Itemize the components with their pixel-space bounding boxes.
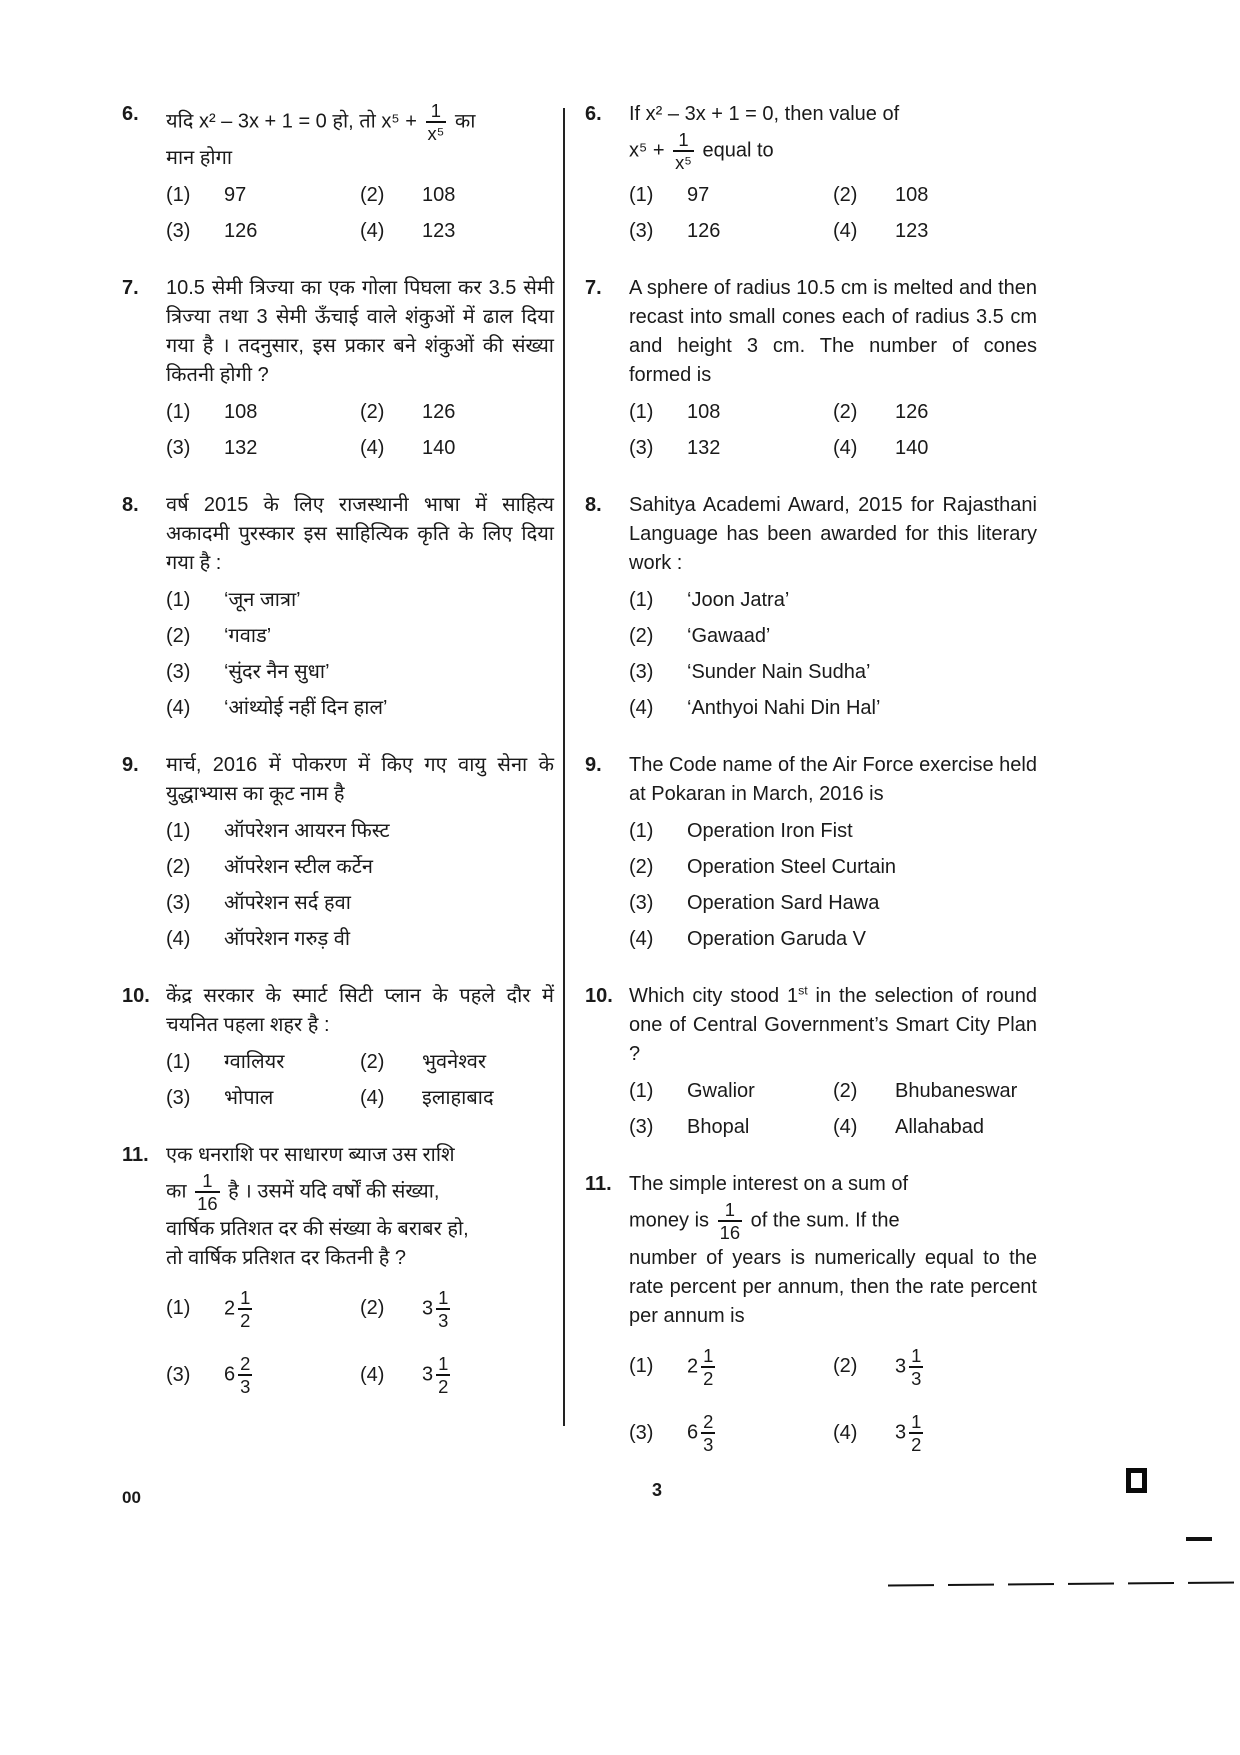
text-run: का (449, 110, 476, 133)
text-run: Operation Garuda V (687, 928, 866, 951)
text-run: Allahabad (895, 1116, 984, 1139)
text-run: Gwalior (687, 1080, 755, 1103)
fraction (909, 1345, 923, 1389)
question-item (122, 100, 554, 246)
option-label: (1) (166, 1297, 191, 1320)
options (629, 398, 1037, 463)
question-number: 7. (585, 277, 602, 300)
option-label: (2) (629, 625, 654, 648)
option-value (687, 181, 829, 210)
option-label: (3) (629, 892, 654, 915)
fraction-denominator: x⁵ (675, 152, 692, 174)
option-label: (3) (166, 437, 191, 460)
option-value (687, 1345, 829, 1389)
option-label: (2) (360, 1297, 385, 1320)
question-item (122, 491, 554, 723)
option-label: (1) (629, 1355, 654, 1378)
text-run: 126 (687, 220, 721, 243)
option-value (687, 694, 1037, 723)
option-value (224, 1287, 356, 1331)
option-value (224, 217, 356, 246)
text-run: ऑपरेशन आयरन फिस्ट (224, 820, 390, 843)
text-run: 3 (422, 1363, 434, 1386)
text-run: The simple interest on a sum of (629, 1173, 909, 1196)
option-label: (1) (166, 184, 191, 207)
option-label: (2) (833, 184, 858, 207)
fraction (195, 1170, 219, 1214)
fraction (718, 1199, 742, 1243)
text-run: 3 (422, 1297, 434, 1320)
option-label: (2) (833, 1080, 858, 1103)
text-run: 3 (895, 1421, 907, 1444)
text-run: 108 (687, 401, 721, 424)
option-value (895, 434, 1037, 463)
option-label: (4) (833, 437, 858, 460)
option-label: (3) (166, 220, 191, 243)
option-value (224, 817, 554, 846)
footer-code: 00 (122, 1488, 141, 1507)
question-number: 7. (122, 277, 139, 300)
text-run: 97 (687, 184, 710, 207)
text-run: of the sum. If the (745, 1209, 900, 1232)
option-label: (2) (360, 401, 385, 424)
text-run: 140 (422, 437, 456, 460)
option-label: (4) (833, 220, 858, 243)
text-run: x⁵ + (629, 139, 671, 162)
option-label: (1) (166, 1051, 191, 1074)
fraction-numerator: 1 (430, 100, 442, 121)
fraction (436, 1287, 450, 1331)
options (166, 586, 554, 723)
text-run: ‘जून जात्रा’ (224, 589, 301, 612)
text-run: 123 (422, 220, 456, 243)
text-run: ऑपरेशन सर्द हवा (224, 892, 351, 915)
option-value (422, 217, 554, 246)
option-label: (3) (629, 1116, 654, 1139)
fraction-denominator: 16 (197, 1193, 218, 1215)
fraction-numerator: 1 (724, 1199, 735, 1221)
option-label: (3) (629, 1421, 654, 1444)
question-body (166, 491, 554, 723)
question-stem (166, 982, 554, 1040)
option-label: (2) (166, 625, 191, 648)
text-run: 2 (687, 1355, 699, 1378)
question-body (629, 982, 1037, 1142)
option-value (895, 1077, 1037, 1106)
question-stem (629, 274, 1037, 390)
fraction (238, 1353, 252, 1397)
fraction-denominator: 16 (719, 1222, 741, 1244)
text-run: ‘Sunder Nain Sudha’ (687, 661, 871, 684)
question-item (585, 982, 1037, 1142)
option-label: (2) (833, 401, 858, 424)
text-run: Operation Iron Fist (687, 820, 853, 843)
text-run: ‘सुंदर नैन सुधा’ (224, 661, 330, 684)
option-value (687, 658, 1037, 687)
text-run: Bhopal (687, 1116, 750, 1139)
option-label: (1) (629, 589, 654, 612)
option-value (895, 1411, 1037, 1455)
question-body (166, 751, 554, 954)
text-run: ग्वालियर (224, 1051, 285, 1074)
option-value (224, 925, 554, 954)
fraction (436, 1353, 450, 1397)
question-number: 10. (122, 985, 150, 1008)
text-run: मार्च, 2016 में पोकरण में किए गए वायु सेना के युद्धाभ्यास का कूट नाम है (166, 754, 554, 806)
question-item (585, 751, 1037, 954)
option-label: (3) (166, 1363, 191, 1386)
fraction (238, 1287, 252, 1331)
options (166, 1048, 554, 1113)
option-value (687, 853, 1037, 882)
question-number: 9. (585, 754, 602, 777)
option-label: (1) (166, 589, 191, 612)
question-number: 11. (122, 1144, 149, 1167)
option-value (224, 398, 356, 427)
fraction-denominator: 3 (703, 1434, 714, 1456)
option-label: (2) (166, 856, 191, 879)
text-run: मान होगा (166, 147, 233, 170)
scan-dashed-line-icon (888, 1581, 1240, 1586)
fraction-numerator: 1 (438, 1352, 449, 1374)
fraction-denominator: 2 (438, 1376, 449, 1398)
column-hindi (122, 100, 554, 1425)
text-run: 126 (224, 220, 258, 243)
text-run: एक धनराशि पर साधारण ब्याज उस राशि (166, 1144, 455, 1167)
options (166, 398, 554, 463)
question-body (629, 751, 1037, 954)
fraction-denominator: 3 (438, 1309, 449, 1331)
options (629, 1345, 1037, 1456)
text-run: equal to (696, 139, 774, 162)
text-run: ‘आंथ्योई नहीं दिन हाल’ (224, 697, 388, 720)
question-number: 8. (122, 494, 139, 517)
option-label: (4) (166, 697, 191, 720)
option-value (224, 658, 554, 687)
option-value (422, 1353, 554, 1397)
options (166, 181, 554, 246)
text-run: 108 (422, 184, 456, 207)
text-run: A sphere of radius 10.5 cm is melted and then recast into small cones each of radius 3.5 cm and height 3 cm. The number of cones formed is (629, 277, 1037, 387)
fraction (673, 129, 694, 173)
question-number: 8. (585, 494, 602, 517)
option-value (224, 586, 554, 615)
question-stem (166, 274, 554, 390)
option-value (422, 1048, 554, 1077)
question-body (166, 982, 554, 1113)
option-label: (2) (360, 184, 385, 207)
text-run: 140 (895, 437, 929, 460)
option-label: (3) (166, 661, 191, 684)
option-value (687, 622, 1037, 651)
text-run: Which city stood 1 (629, 985, 799, 1008)
corner-square-icon (1126, 1468, 1147, 1493)
text-run: केंद्र सरकार के स्मार्ट सिटी प्लान के पहले दौर में चयनित पहला शहर है : (166, 985, 554, 1037)
fraction (701, 1411, 715, 1455)
question-body (166, 1141, 554, 1397)
option-label: (4) (360, 437, 385, 460)
option-label: (2) (629, 856, 654, 879)
option-value (224, 1353, 356, 1397)
option-label: (4) (360, 1087, 385, 1110)
question-stem (629, 100, 1037, 173)
option-label: (1) (629, 401, 654, 424)
option-value (687, 434, 829, 463)
option-label: (4) (629, 697, 654, 720)
question-number: 6. (585, 103, 602, 125)
option-value (687, 1077, 829, 1106)
column-divider (563, 108, 565, 1426)
question-number: 11. (585, 1173, 612, 1196)
option-value (687, 586, 1037, 615)
text-run: 2 (224, 1297, 236, 1320)
options (166, 1287, 554, 1398)
fraction (909, 1411, 923, 1455)
fraction-numerator: 1 (240, 1286, 251, 1308)
option-label: (1) (166, 401, 191, 424)
text-run: यदि x² – 3x + 1 = 0 हो, तो x⁵ + (166, 110, 423, 133)
options (629, 817, 1037, 954)
option-label: (3) (629, 437, 654, 460)
option-label: (4) (833, 1116, 858, 1139)
option-value (422, 1287, 554, 1331)
option-label: (4) (360, 1363, 385, 1386)
option-label: (1) (629, 820, 654, 843)
fraction (701, 1345, 715, 1389)
question-number: 10. (585, 985, 613, 1008)
option-value (895, 1113, 1037, 1142)
text-run: है । उसमें यदि वर्षों की संख्या, (222, 1180, 440, 1203)
question-stem (166, 491, 554, 578)
options (166, 817, 554, 954)
option-value (224, 434, 356, 463)
question-stem (166, 100, 554, 173)
fraction-denominator: 3 (911, 1367, 922, 1389)
scan-dash-icon (1186, 1537, 1212, 1541)
text-run: 126 (422, 401, 456, 424)
option-label: (3) (166, 1087, 191, 1110)
text-run: 6 (224, 1363, 236, 1386)
option-value (687, 398, 829, 427)
question-stem (629, 982, 1037, 1069)
text-run: 97 (224, 184, 247, 207)
question-number: 9. (122, 754, 139, 777)
options (629, 181, 1037, 246)
question-number: 6. (122, 103, 139, 125)
superscript: st (798, 983, 808, 998)
text-run: 108 (224, 401, 258, 424)
option-value (687, 817, 1037, 846)
option-label: (4) (629, 928, 654, 951)
text-run: If x² – 3x + 1 = 0, then value of (629, 103, 900, 125)
question-stem (629, 751, 1037, 809)
fraction-numerator: 2 (703, 1410, 714, 1432)
option-label: (3) (629, 220, 654, 243)
question-stem (629, 1170, 1037, 1330)
text-run: 108 (895, 184, 929, 207)
text-run: 6 (687, 1421, 699, 1444)
question-body (166, 100, 554, 246)
column-english (585, 100, 1037, 1483)
text-run: Operation Steel Curtain (687, 856, 897, 879)
option-value (895, 217, 1037, 246)
fraction-numerator: 1 (678, 129, 689, 150)
text-run: ‘गवाड’ (224, 625, 272, 648)
option-value (224, 622, 554, 651)
text-run: 126 (895, 401, 929, 424)
text-run: 132 (224, 437, 258, 460)
text-run: भुवनेश्वर (422, 1051, 487, 1074)
text-run: Sahitya Academi Award, 2015 for Rajasthani Language has been awarded for this literary work : (629, 494, 1037, 575)
fraction-numerator: 1 (202, 1170, 213, 1192)
fraction-denominator: 2 (911, 1434, 922, 1456)
text-run: वार्षिक प्रतिशत दर की संख्या के बराबर हो, (166, 1217, 469, 1240)
text-run: Operation Sard Hawa (687, 892, 880, 915)
options (629, 586, 1037, 723)
option-value (224, 694, 554, 723)
page-number: 3 (652, 1480, 663, 1500)
option-value (422, 398, 554, 427)
text-run: इलाहाबाद (422, 1087, 494, 1110)
fraction-denominator: 2 (240, 1309, 251, 1331)
option-label: (2) (360, 1051, 385, 1074)
option-label: (1) (629, 1080, 654, 1103)
fraction-numerator: 1 (911, 1344, 922, 1366)
option-label: (4) (833, 1421, 858, 1444)
option-value (687, 889, 1037, 918)
text-run: ऑपरेशन गरुड़ वी (224, 928, 351, 951)
option-label: (3) (166, 892, 191, 915)
fraction-numerator: 1 (911, 1410, 922, 1432)
question-body (629, 491, 1037, 723)
text-run: The Code name of the Air Force exercise held at Pokaran in March, 2016 is (629, 754, 1037, 806)
option-value (224, 853, 554, 882)
option-value (422, 1084, 554, 1113)
text-run: तो वार्षिक प्रतिशत दर कितनी है ? (166, 1246, 407, 1269)
text-run: वर्ष 2015 के लिए राजस्थानी भाषा में साहित्य अकादमी पुरस्कार इस साहित्यिक कृति के लिए दिया गया है : (166, 494, 554, 575)
option-value (422, 434, 554, 463)
option-value (687, 1411, 829, 1455)
text-run: 123 (895, 220, 929, 243)
question-item (585, 274, 1037, 463)
question-stem (629, 491, 1037, 578)
text-run: ‘Anthyoi Nahi Din Hal’ (687, 697, 881, 720)
question-stem (166, 1141, 554, 1272)
option-label: (4) (166, 928, 191, 951)
option-label: (4) (360, 220, 385, 243)
text-run: number of years is numerically equal to the rate percent per annum, then the rate percent per annum is (629, 1246, 1037, 1327)
question-item (122, 1141, 554, 1397)
text-run: ‘Joon Jatra’ (687, 589, 790, 612)
question-item (585, 100, 1037, 246)
option-value (224, 889, 554, 918)
option-value (687, 1113, 829, 1142)
fraction-denominator: 3 (240, 1376, 251, 1398)
text-run: 10.5 सेमी त्रिज्या का एक गोला पिघला कर 3.5 सेमी त्रिज्या तथा 3 सेमी ऊँचाई वाले शंकुओं में ढाल दिया गया है । तदनुसार, इस प्रकार बने शंकुओं की संख्या कितनी होगी ? (166, 277, 554, 387)
question-body (166, 274, 554, 463)
text-run: Bhubaneswar (895, 1080, 1018, 1103)
text-run: money is (629, 1209, 715, 1232)
text-run: 132 (687, 437, 721, 460)
fraction-numerator: 2 (240, 1352, 251, 1374)
option-value (422, 181, 554, 210)
text-run: in the selection of round one of Central Government’s Smart City Plan ? (629, 985, 1037, 1066)
option-value (687, 925, 1037, 954)
option-label: (1) (629, 184, 654, 207)
option-value (224, 181, 356, 210)
fraction-numerator: 1 (438, 1286, 449, 1308)
question-item (585, 1170, 1037, 1455)
fraction-denominator: 2 (703, 1367, 714, 1389)
text-run: 3 (895, 1355, 907, 1378)
question-body (629, 100, 1037, 246)
fraction (426, 100, 447, 144)
fraction-numerator: 1 (703, 1344, 714, 1366)
option-value (895, 398, 1037, 427)
option-label: (1) (166, 820, 191, 843)
text-run: ऑपरेशन स्टील कर्टेन (224, 856, 373, 879)
question-item (122, 982, 554, 1113)
option-value (224, 1048, 356, 1077)
question-body (629, 274, 1037, 463)
question-item (122, 751, 554, 954)
option-label: (2) (833, 1355, 858, 1378)
option-value (895, 1345, 1037, 1389)
text-run: भोपाल (224, 1087, 274, 1110)
question-body (629, 1170, 1037, 1455)
option-value (895, 181, 1037, 210)
option-label: (3) (629, 661, 654, 684)
question-stem (166, 751, 554, 809)
options (629, 1077, 1037, 1142)
question-item (122, 274, 554, 463)
option-value (687, 217, 829, 246)
text-run: का (166, 1180, 193, 1203)
text-run: ‘Gawaad’ (687, 625, 771, 648)
fraction-denominator: x⁵ (427, 123, 445, 145)
question-item (585, 491, 1037, 723)
option-value (224, 1084, 356, 1113)
